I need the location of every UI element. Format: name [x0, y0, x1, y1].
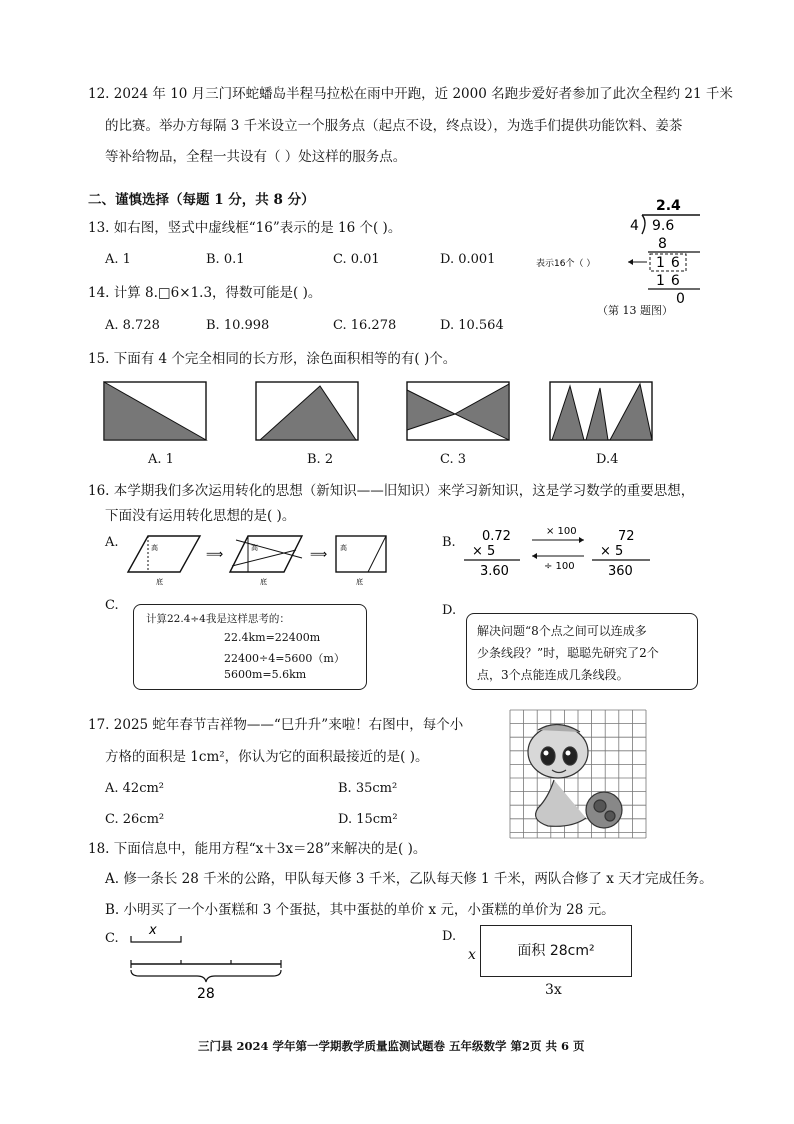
- q16-b-right-mult: × 5: [600, 544, 624, 559]
- q14-option-c: C. 16.278: [333, 318, 397, 333]
- q18-stem: 18. 下面信息中，能用方程“x＋3x＝28”来解决的是( )。: [88, 841, 427, 857]
- q18-d-rect: [480, 925, 632, 977]
- q16-c-line3: 22400÷4=5600（m）: [224, 652, 345, 665]
- q16-b-arrow-bottom: ÷ 100: [544, 561, 575, 572]
- svg-text:⟹: ⟹: [310, 547, 328, 561]
- q17-option-a: A. 42cm²: [105, 781, 165, 796]
- q14-option-b: B. 10.998: [206, 318, 270, 333]
- page-footer: 三门县 2024 学年第一学期教学质量监测试题卷 五年级数学 第2页 共 6 页: [198, 1039, 585, 1053]
- division-step2: 16: [656, 255, 686, 271]
- q12-line1: 12. 2024 年 10 月三门环蛇蟠岛半程马拉松在雨中开跑，近 2000 名跑步爱好者参加了此次全程约 21 千米: [88, 86, 733, 102]
- q16-d-line1: 解决问题“8个点之间可以连成多: [477, 624, 647, 638]
- q17-option-c: C. 26cm²: [105, 812, 165, 827]
- q18-d-side: x: [468, 947, 476, 963]
- division-divisor: 4: [630, 218, 639, 234]
- q16-b-left-top: 0.72: [482, 529, 511, 544]
- q16-a-label: A.: [105, 535, 119, 550]
- figure-caption: （第 13 题图）: [597, 304, 673, 317]
- multiplication-figure: [460, 522, 660, 584]
- svg-text:底: 底: [356, 578, 363, 586]
- division-quotient: 2.4: [656, 198, 681, 214]
- q13-option-d: D. 0.001: [440, 252, 496, 267]
- division-remainder: 0: [676, 291, 685, 307]
- section-title: 二、谨慎选择（每题 1 分，共 8 分）: [88, 192, 315, 208]
- q15-option-b: B. 2: [307, 452, 334, 467]
- q12-line2: 的比赛。举办方每隔 3 千米设立一个服务点（起点不设，终点设），为选手们提供功能饮料、姜茶: [105, 118, 683, 134]
- q16-c-line1: 计算22.4÷4我是这样思考的：: [146, 613, 290, 625]
- division-annotation: 表示16个（ ）: [536, 259, 596, 269]
- q16-c-label: C.: [105, 598, 119, 613]
- rectangles-figure: [100, 380, 660, 446]
- q16-d-line2: 少条线段？”时，聪聪先研究了2个: [477, 646, 659, 660]
- q14-option-a: A. 8.728: [105, 318, 160, 333]
- q18-c-label: C.: [105, 931, 119, 946]
- q17-option-b: B. 35cm²: [338, 781, 398, 796]
- q18-c-total: 28: [197, 986, 215, 1002]
- q16-b-left-result: 3.60: [480, 564, 509, 579]
- mascot-snake: [528, 724, 622, 828]
- division-step1: 8: [658, 236, 667, 252]
- q17-line1: 17. 2025 蛇年春节吉祥物——“巳升升”来啦！右图中，每个小: [88, 717, 464, 733]
- svg-text:⟹: ⟹: [206, 547, 224, 561]
- q16-c-line4: 5600m=5.6km: [224, 668, 307, 681]
- q13-stem: 13. 如右图，竖式中虚线框“16”表示的是 16 个( )。: [88, 220, 402, 236]
- q16-b-label: B.: [442, 535, 456, 550]
- q16-b-right-result: 360: [608, 564, 633, 579]
- q13-option-a: A. 1: [105, 252, 131, 267]
- q17-option-d: D. 15cm²: [338, 812, 398, 827]
- q15-stem: 15. 下面有 4 个完全相同的长方形，涂色面积相等的有( )个。: [88, 351, 457, 367]
- q12-line3: 等补给物品，全程一共设有（ ）处这样的服务点。: [105, 149, 407, 165]
- q16-b-arrow-top: × 100: [546, 526, 577, 537]
- q18-c-x: x: [149, 923, 157, 938]
- division-step3: 16: [656, 273, 686, 289]
- q16-a-base: 底: [156, 578, 163, 586]
- q18-option-a: A. 修一条长 28 千米的公路，甲队每天修 3 千米，乙队每天修 1 千米，两队合修了 x 天才完成任务。: [105, 871, 713, 887]
- q16-a-high: 高: [151, 544, 158, 552]
- q17-line2: 方格的面积是 1cm²，你认为它的面积最接近的是( )。: [105, 749, 429, 765]
- q16-line2: 下面没有运用转化思想的是( )。: [105, 508, 296, 524]
- mascot-grid-figure: [508, 708, 648, 840]
- q15-option-c: C. 3: [440, 452, 467, 467]
- svg-text:高: 高: [340, 544, 347, 552]
- q16-d-line3: 点，3个点能连成几条线段。: [477, 668, 629, 682]
- svg-text:高: 高: [251, 544, 258, 552]
- q16-d-box: [466, 613, 698, 690]
- q14-stem: 14. 计算 8.□6×1.3，得数可能是( )。: [88, 285, 322, 301]
- division-dividend: 9.6: [652, 218, 675, 234]
- q16-line1: 16. 本学期我们多次运用转化的思想（新知识——旧知识）来学习新知识，这是学习数学的重要思想，: [88, 483, 695, 499]
- division-figure: [530, 190, 710, 320]
- q18-d-area: 面积 28cm²: [517, 943, 595, 959]
- q15-option-a: A. 1: [148, 452, 174, 467]
- q16-c-box: [133, 604, 367, 690]
- q16-c-line2: 22.4km=22400m: [224, 631, 321, 644]
- parallelogram-figure: [120, 528, 410, 590]
- q16-b-left-mult: × 5: [472, 544, 496, 559]
- segment-figure: [125, 920, 285, 1004]
- svg-text:底: 底: [260, 578, 267, 586]
- q14-option-d: D. 10.564: [440, 318, 504, 333]
- q13-option-c: C. 0.01: [333, 252, 380, 267]
- q15-option-d: D.4: [596, 452, 619, 467]
- q13-option-b: B. 0.1: [206, 252, 245, 267]
- q16-b-right-top: 72: [618, 529, 635, 544]
- q18-option-b: B. 小明买了一个小蛋糕和 3 个蛋挞，其中蛋挞的单价 x 元，小蛋糕的单价为 28 元。: [105, 902, 615, 918]
- q18-d-bottom: 3x: [545, 982, 562, 998]
- q18-d-label: D.: [442, 929, 457, 944]
- q16-d-label: D.: [442, 603, 457, 618]
